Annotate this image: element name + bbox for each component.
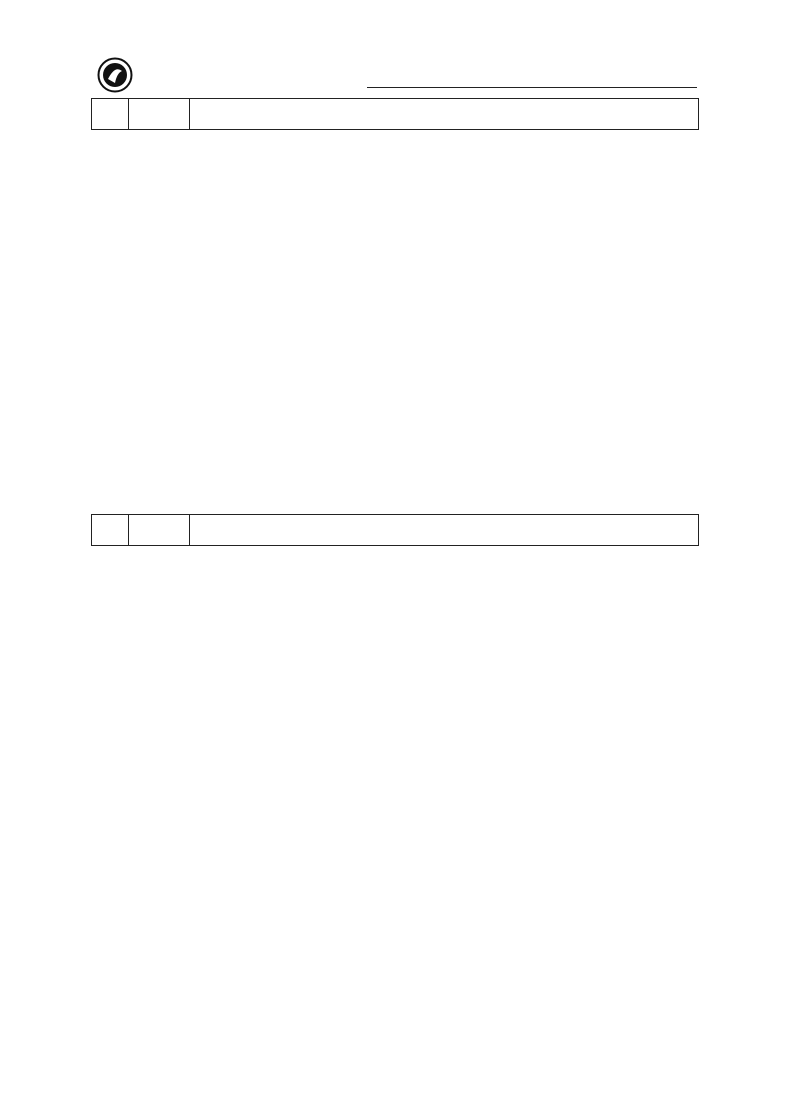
header-name [129, 515, 190, 546]
header-no [92, 515, 129, 546]
table-header-row [92, 99, 699, 130]
header-name [129, 99, 190, 130]
table-header-row [92, 515, 699, 546]
header-rule [367, 87, 697, 88]
header-desc [190, 515, 699, 546]
school-logo-icon [97, 57, 133, 93]
header-desc [190, 99, 699, 130]
course-table-bottom [91, 514, 699, 546]
page-header [97, 55, 697, 95]
header-no [92, 99, 129, 130]
course-table-top [91, 98, 699, 130]
